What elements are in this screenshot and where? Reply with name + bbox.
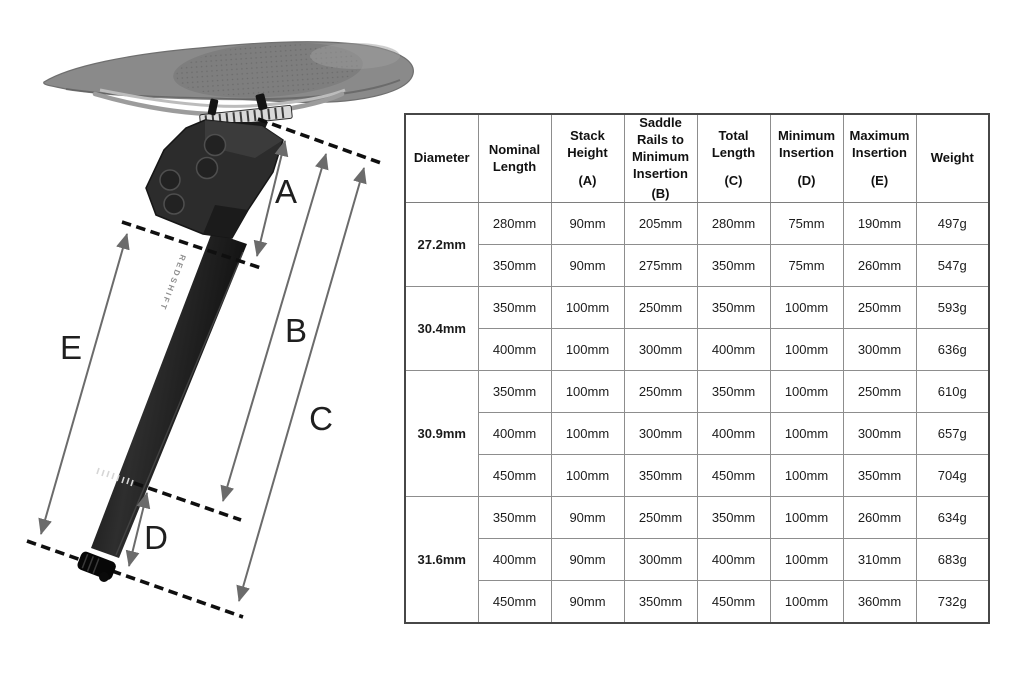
table-row [405, 203, 989, 245]
diameter-cell: 27.2mm [405, 203, 478, 287]
cell: 100mm [770, 413, 843, 455]
col-header-total-length: Total Length (C) [697, 114, 770, 203]
cell: 100mm [551, 455, 624, 497]
pivot-bolt [160, 170, 180, 190]
cell: 450mm [478, 455, 551, 497]
col-header-min-insertion: Minimum Insertion (D) [770, 114, 843, 203]
spec-table-container [404, 113, 990, 621]
cell: 610g [916, 371, 989, 413]
cell: 636g [916, 329, 989, 371]
table-row [405, 539, 989, 581]
col-header-weight: Weight [916, 114, 989, 203]
table-row [405, 455, 989, 497]
dim-label-b: B [284, 312, 308, 349]
cell: 250mm [843, 287, 916, 329]
table-row [405, 245, 989, 287]
cell: 250mm [624, 497, 697, 539]
end-cap-nub [99, 572, 109, 582]
diameter-cell: 30.4mm [405, 287, 478, 371]
cell: 657g [916, 413, 989, 455]
pivot-bolt [197, 158, 218, 179]
suspension-linkage-head [146, 120, 283, 238]
cell: 360mm [843, 581, 916, 623]
cell: 732g [916, 581, 989, 623]
table-row [405, 581, 989, 623]
cell: 350mm [478, 497, 551, 539]
min-insertion-line [134, 483, 241, 520]
cell: 280mm [697, 203, 770, 245]
cell: 90mm [551, 203, 624, 245]
cell: 350mm [697, 497, 770, 539]
cell: 100mm [770, 581, 843, 623]
seatpost-dimension-diagram [0, 0, 420, 683]
cell: 300mm [624, 329, 697, 371]
cell: 90mm [551, 497, 624, 539]
cell: 350mm [624, 581, 697, 623]
cell: 593g [916, 287, 989, 329]
brand-text: REDSHIFT [157, 253, 188, 313]
cell: 100mm [551, 413, 624, 455]
diameter-cell: 30.9mm [405, 371, 478, 497]
cell: 450mm [697, 455, 770, 497]
cell: 100mm [770, 539, 843, 581]
cell: 250mm [624, 287, 697, 329]
cell: 260mm [843, 497, 916, 539]
cell: 75mm [770, 245, 843, 287]
cell: 100mm [551, 287, 624, 329]
cell: 310mm [843, 539, 916, 581]
spec-table [404, 113, 990, 624]
cell: 350mm [624, 455, 697, 497]
cell: 400mm [697, 413, 770, 455]
dim-label-c: C [309, 400, 333, 437]
cell: 300mm [624, 539, 697, 581]
table-row [405, 287, 989, 329]
cell: 634g [916, 497, 989, 539]
cell: 300mm [843, 413, 916, 455]
cell: 300mm [843, 329, 916, 371]
cell: 205mm [624, 203, 697, 245]
cell: 260mm [843, 245, 916, 287]
cell: 350mm [697, 371, 770, 413]
cell: 400mm [697, 539, 770, 581]
dim-label-a: A [274, 173, 298, 210]
cell: 90mm [551, 245, 624, 287]
col-header-nominal-length: Nominal Length [478, 114, 551, 203]
diameter-cell: 31.6mm [405, 497, 478, 623]
cell: 275mm [624, 245, 697, 287]
pivot-bolt [164, 194, 184, 214]
total-length-line [27, 541, 243, 617]
col-header-saddle-rails: Saddle Rails to Minimum Insertion (B) [624, 114, 697, 203]
col-header-diameter: Diameter [405, 114, 478, 203]
pivot-bolt [205, 135, 226, 156]
cell: 90mm [551, 539, 624, 581]
cell: 300mm [624, 413, 697, 455]
cell: 90mm [551, 581, 624, 623]
table-row [405, 329, 989, 371]
cell: 350mm [843, 455, 916, 497]
cell: 400mm [478, 413, 551, 455]
cell: 190mm [843, 203, 916, 245]
cell: 350mm [697, 245, 770, 287]
cell: 350mm [478, 245, 551, 287]
header-row [405, 114, 989, 203]
table-row [405, 497, 989, 539]
cell: 250mm [624, 371, 697, 413]
cell: 100mm [770, 371, 843, 413]
cell: 350mm [478, 287, 551, 329]
table-row [405, 371, 989, 413]
cell: 100mm [770, 329, 843, 371]
cell: 100mm [551, 329, 624, 371]
col-header-max-insertion: Maximum Insertion (E) [843, 114, 916, 203]
cell: 547g [916, 245, 989, 287]
cell: 400mm [697, 329, 770, 371]
cell: 683g [916, 539, 989, 581]
cell: 400mm [478, 539, 551, 581]
dim-label-e: E [59, 329, 83, 366]
cell: 100mm [770, 287, 843, 329]
cell: 450mm [478, 581, 551, 623]
cell: 280mm [478, 203, 551, 245]
cell: 100mm [551, 371, 624, 413]
cell: 250mm [843, 371, 916, 413]
cell: 400mm [478, 329, 551, 371]
col-header-stack-height: Stack Height (A) [551, 114, 624, 203]
cell: 704g [916, 455, 989, 497]
cell: 350mm [697, 287, 770, 329]
cell: 100mm [770, 455, 843, 497]
cell: 100mm [770, 497, 843, 539]
dim-label-d: D [144, 519, 168, 556]
cell: 450mm [697, 581, 770, 623]
saddle-illustration [44, 36, 414, 114]
cell: 497g [916, 203, 989, 245]
table-row [405, 413, 989, 455]
cell: 75mm [770, 203, 843, 245]
cell: 350mm [478, 371, 551, 413]
